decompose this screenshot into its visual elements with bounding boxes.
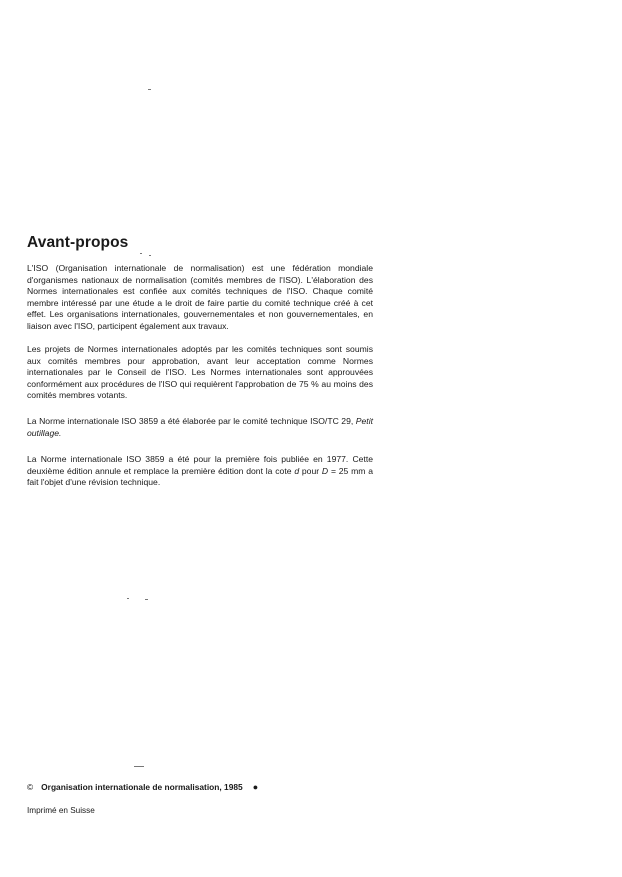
copyright-symbol: © — [27, 782, 34, 792]
printed-in: Imprimé en Suisse — [27, 806, 95, 815]
scan-speck — [149, 255, 151, 256]
page-title: Avant-propos — [27, 234, 129, 251]
symbol-d: d — [294, 465, 300, 476]
scan-speck — [140, 253, 142, 254]
scan-speck — [134, 766, 144, 767]
committee-text: La Norme internationale ISO 3859 a été élaborée par le comité technique ISO/TC 29, — [27, 416, 354, 426]
committee-name: Petit outillage. — [27, 416, 373, 438]
scan-speck — [148, 89, 151, 90]
scan-speck — [127, 598, 129, 599]
paragraph-approval: Les projets de Normes internationales adoptés par les comités techniques sont soumis aux comités membres pour approbation, avant leur acceptation comme Normes internationales par le Conseil de l'ISO. Les Normes internationales sont approuvées conformément aux procédures de l'ISO qui requièrent l'approbation de 75 % au moins des comités membres votants. — [27, 344, 373, 400]
edition-text-b: pour — [301, 465, 320, 476]
edition-text-c: = 25 mm a fait l'objet d'une révision technique. — [27, 465, 374, 487]
paragraph-edition — [27, 454, 373, 489]
bullet-icon: ● — [252, 782, 259, 792]
edition-text-a: La Norme internationale ISO 3859 a été pour la première fois publiée en 1977. Cette deuxième édition annule et remplace la première édition dont la cote — [27, 454, 373, 476]
scan-speck — [145, 599, 148, 600]
copyright-line — [27, 782, 258, 792]
paragraph-committee — [27, 416, 373, 439]
paragraph-iso-intro: L'ISO (Organisation internationale de normalisation) est une fédération mondiale d'organismes nationaux de normalisation (comités membres de l'ISO). L'élaboration des Normes internationales est confiée aux comités techniques de l'ISO. Chaque comité membre intéressé par une étude a le droit de faire partie du comité technique créé à cet effet. Les organisations internationales, gouvernementales et non gouvernementales, en liaison avec l'ISO, participent également aux travaux. — [27, 263, 373, 331]
symbol-D: D — [321, 465, 329, 476]
copyright-text: Organisation internationale de normalisation, 1985 — [41, 782, 243, 792]
